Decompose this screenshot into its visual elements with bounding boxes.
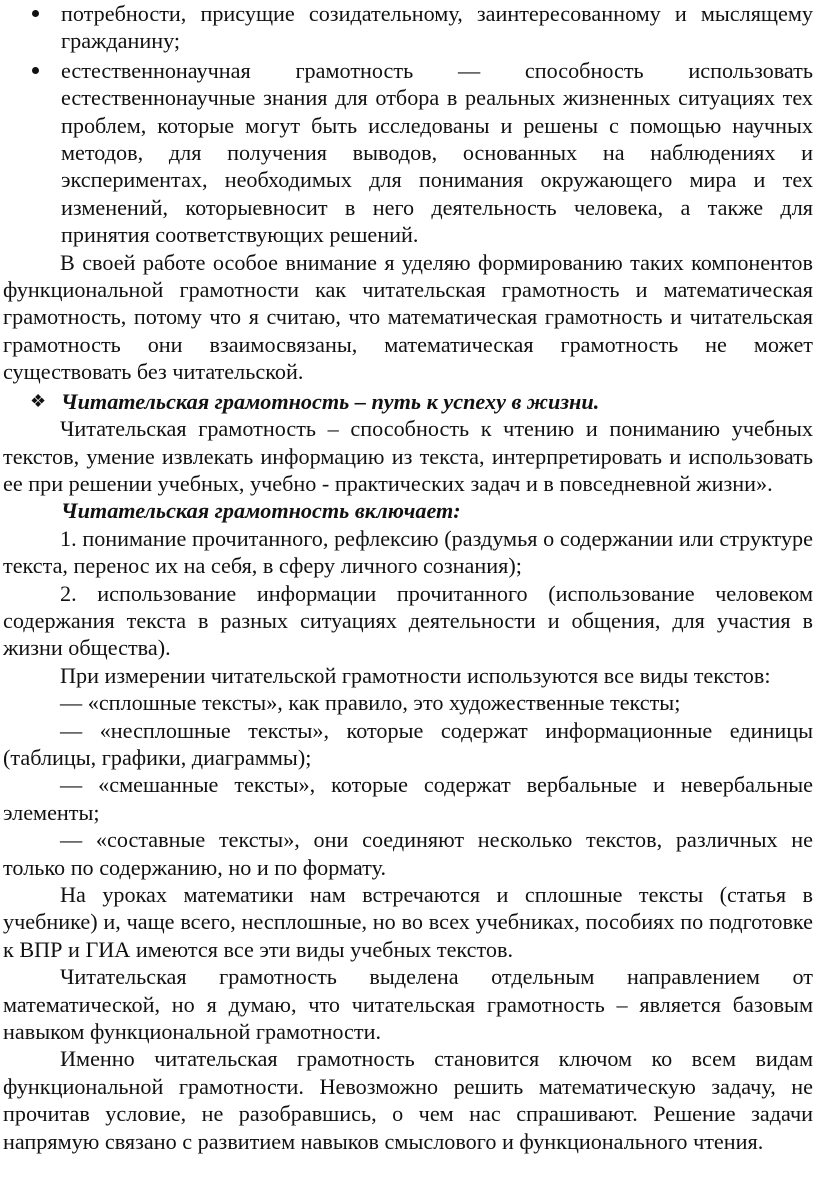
list-item: 2. использование информации прочитанного (использование человеком содержания текста в разных ситуациях деятельности и общения, для участия в жизни общества).	[3, 580, 813, 661]
paragraph-separate: Читательская грамотность выделена отдельным направлением от математической, но я думаю, что читательская грамотность – является базовым навыком функциональной грамотности.	[3, 964, 813, 1045]
bullet-text: потребности, присущие созидательному, заинтересованному и мыслящему гражданину;	[61, 1, 813, 54]
document-page	[3, 0, 813, 1155]
paragraph-math: На уроках математики нам встречаются и сплошные тексты (статья в учебнике) и, чаще всего, несплошные, но во всех учебниках, пособиях по подготовке к ВПР и ГИА имеются все эти виды учебных текстов.	[3, 882, 813, 962]
section-heading	[3, 388, 813, 415]
bullet-icon	[32, 10, 39, 17]
bullet-item	[3, 57, 813, 249]
text-type-item: — «смешанные тексты», которые содержат вербальные и невербальные элементы;	[3, 772, 813, 825]
paragraph-intro: В своей работе особое внимание я уделяю формированию таких компонентов функциональной грамотности как читательская грамотность и математическая грамотность, потому что я считаю, что математическая грамотность и читательская грамотность они взаимосвязаны, математическая грамотность не может существовать без читательской.	[3, 249, 813, 385]
bullet-text: естественнонаучная грамотность — способность использовать естественнонаучные знания для отбора в реальных жизненных ситуациях тех проблем, которые могут быть исследованы и решены с помощью научных методов, для получения выводов, основанных на наблюдениях и экспериментах, необходимых для понимания окружающего мира и тех изменений, которыевносит в него деятельность человека, а также для принятия соответствующих решений.	[61, 57, 813, 248]
bullet-icon	[32, 67, 39, 74]
paragraph-types-intro: При измерении читательской грамотности используются все виды текстов:	[60, 662, 771, 688]
paragraph-definition: Читательская грамотность – способность к чтению и пониманию учебных текстов, умение извлекать информацию из текста, интерпретировать и использовать ее при решении учебных, учебно - практических задач и в повседневной жизни».	[3, 416, 813, 496]
section-heading-text: Читательская грамотность – путь к успеху в жизни.	[61, 388, 600, 414]
list-item: 1. понимание прочитанного, рефлексию (раздумья о содержании или структуре текста, перенос их на себя, в сферу личного сознания);	[3, 525, 813, 579]
text-type-item: — «несплошные тексты», которые содержат информационные единицы (таблицы, графики, диаграммы);	[3, 717, 813, 770]
bullet-item	[3, 0, 813, 55]
paragraph-key: Именно читательская грамотность становится ключом ко всем видам функциональной грамотности. Невозможно решить математическую задачу, не прочитав условие, не разобравшись, о чем нас спрашивают. Решение задачи напрямую связано с развитием навыков смыслового и функционального чтения.	[3, 1046, 813, 1154]
diamond-bullet-icon: ❖	[30, 390, 47, 411]
text-type-item: — «сплошные тексты», как правило, это художественные тексты;	[60, 690, 681, 716]
text-type-item: — «составные тексты», они соединяют несколько текстов, различных не только по содержанию, но и по формату.	[3, 827, 813, 880]
subheading: Читательская грамотность включает:	[61, 498, 461, 524]
